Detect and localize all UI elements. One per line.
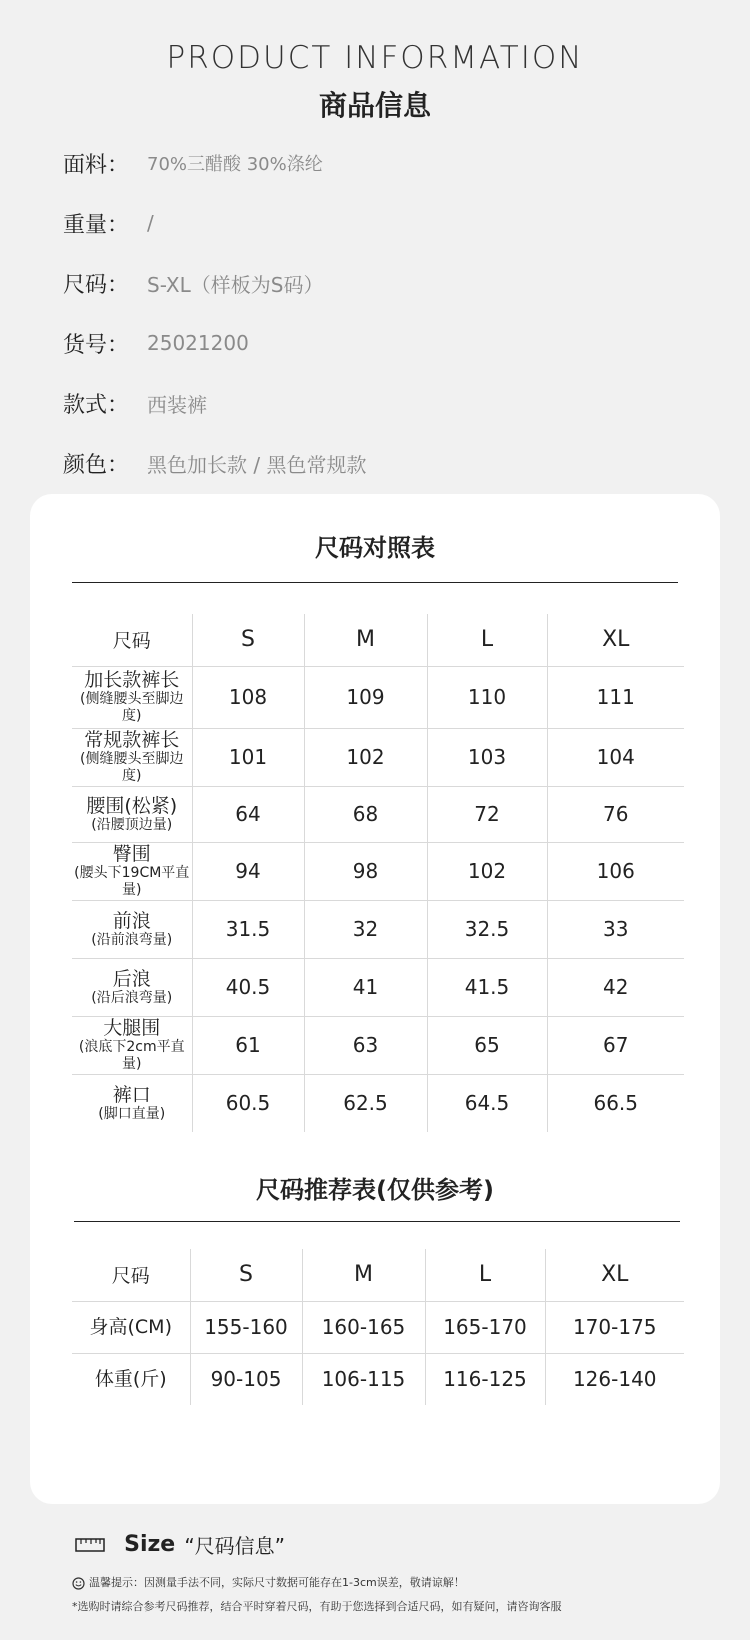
- info-label: 货号：: [63, 332, 130, 358]
- value-cell: 94: [192, 842, 304, 900]
- value-cell: 41.5: [427, 958, 547, 1016]
- page-title-en: PRODUCT INFORMATION: [166, 40, 584, 76]
- info-value: /: [147, 211, 154, 235]
- value-cell: 170-175: [545, 1301, 684, 1353]
- value-cell: 101: [192, 728, 304, 786]
- table-row: [72, 786, 684, 842]
- value-cell: 102: [304, 728, 427, 786]
- row-label-cell: [72, 666, 192, 728]
- table-row: [72, 1301, 684, 1353]
- row-label: 常规款裤长: [84, 729, 180, 751]
- value-cell: 65: [427, 1016, 547, 1074]
- value-cell: 90-105: [190, 1353, 302, 1405]
- row-label-cell: [72, 1301, 190, 1353]
- row-sublabel: (沿前浪弯量): [91, 931, 173, 948]
- tip-text-1: 温馨提示：因测量手法不同，实际尺寸数据可能存在1-3cm误差，敬请谅解！: [89, 1576, 465, 1589]
- value-cell: 66.5: [547, 1074, 684, 1132]
- footer: [72, 1530, 715, 1613]
- header-label-cell: 尺码: [111, 1265, 150, 1288]
- info-value: S-XL（样板为S码）: [147, 272, 324, 297]
- value-cell: 64.5: [427, 1074, 547, 1132]
- row-label: 身高(CM): [89, 1316, 172, 1338]
- value-cell: 31.5: [192, 900, 304, 958]
- table-row: [72, 666, 684, 728]
- size-header-s: S: [192, 614, 304, 666]
- product-info-list: [63, 133, 703, 493]
- size-header-m: M: [304, 614, 427, 666]
- row-label-cell: [72, 728, 192, 786]
- row-label-cell: [72, 1353, 190, 1405]
- value-cell: 116-125: [425, 1353, 545, 1405]
- size-chart-title: 尺码对照表: [315, 534, 435, 562]
- info-label: 尺码：: [63, 272, 130, 298]
- size-card: [30, 494, 720, 1504]
- value-cell: 68: [304, 786, 427, 842]
- table-row: [72, 728, 684, 786]
- value-cell: 67: [547, 1016, 684, 1074]
- info-row-weight: [63, 193, 703, 253]
- row-label: 臀围: [112, 843, 151, 865]
- table-row: [72, 900, 684, 958]
- value-cell: 98: [304, 842, 427, 900]
- info-value: 黑色加长款 / 黑色常规款: [147, 452, 367, 477]
- value-cell: 61: [192, 1016, 304, 1074]
- value-cell: 40.5: [192, 958, 304, 1016]
- value-cell: 126-140: [545, 1353, 684, 1405]
- info-label: 颜色：: [63, 452, 130, 478]
- info-row-fabric: [63, 133, 703, 193]
- size-header-l: L: [425, 1249, 545, 1301]
- info-row-style: [63, 373, 703, 433]
- row-sublabel: (浪底下2cm平直量): [78, 1039, 185, 1072]
- recommend-title: 尺码推荐表(仅供参考): [256, 1176, 494, 1204]
- row-label-cell: [72, 786, 192, 842]
- row-label: 体重(斤): [94, 1368, 167, 1391]
- value-cell: 106-115: [302, 1353, 425, 1405]
- value-cell: 109: [304, 666, 427, 728]
- info-value: 25021200: [147, 331, 249, 355]
- value-cell: 108: [192, 666, 304, 728]
- table-row: [72, 1353, 684, 1405]
- info-label: 款式：: [63, 392, 130, 418]
- row-sublabel: (侧缝腰头至脚边度): [80, 691, 184, 724]
- row-sublabel: (沿后浪弯量): [91, 989, 173, 1006]
- table-row: [72, 842, 684, 900]
- info-value: 70%三醋酸 30%涤纶: [147, 154, 323, 175]
- row-label: 前浪: [112, 909, 151, 932]
- value-cell: 165-170: [425, 1301, 545, 1353]
- row-sublabel: (腰头下19CM平直量): [74, 865, 190, 898]
- size-header-xl: XL: [545, 1249, 684, 1301]
- recommend-table: [72, 1249, 684, 1405]
- table-row: [72, 1016, 684, 1074]
- value-cell: 111: [547, 666, 684, 728]
- table-header-row: [72, 1249, 684, 1301]
- divider: [72, 582, 678, 583]
- value-cell: 106: [547, 842, 684, 900]
- info-value: 西装裤: [147, 392, 207, 417]
- size-chart-table: [72, 614, 684, 1132]
- value-cell: 60.5: [192, 1074, 304, 1132]
- row-label-cell: [72, 1016, 192, 1074]
- row-sublabel: (侧缝腰头至脚边度): [80, 751, 184, 784]
- row-label: 裤口: [112, 1083, 151, 1106]
- divider: [74, 1221, 680, 1222]
- row-label: 后浪: [112, 967, 151, 990]
- table-row: [72, 958, 684, 1016]
- tip-line-1: [72, 1574, 465, 1590]
- value-cell: 41: [304, 958, 427, 1016]
- size-header-l: L: [427, 614, 547, 666]
- header-label-cell: 尺码: [112, 630, 151, 653]
- size-word: Size: [124, 1532, 176, 1557]
- tip-line-2: *选购时请综合参考尺码推荐，结合平时穿着尺码，有助于您选择到合适尺码，如有疑问，请咨询客服: [72, 1600, 562, 1613]
- row-label-cell: [72, 958, 192, 1016]
- info-row-size: [63, 253, 703, 313]
- value-cell: 42: [547, 958, 684, 1016]
- row-label: 腰围(松紧): [86, 794, 178, 817]
- value-cell: 33: [547, 900, 684, 958]
- info-row-color: [63, 433, 703, 493]
- value-cell: 32: [304, 900, 427, 958]
- size-header-xl: XL: [547, 614, 684, 666]
- size-header-m: M: [302, 1249, 425, 1301]
- value-cell: 62.5: [304, 1074, 427, 1132]
- row-sublabel: (沿腰顶边量): [91, 816, 173, 833]
- row-sublabel: (脚口直量): [98, 1105, 166, 1122]
- value-cell: 155-160: [190, 1301, 302, 1353]
- value-cell: 64: [192, 786, 304, 842]
- size-header-s: S: [190, 1249, 302, 1301]
- ruler-icon: [75, 1538, 105, 1552]
- value-cell: 103: [427, 728, 547, 786]
- value-cell: 72: [427, 786, 547, 842]
- info-row-item-no: [63, 313, 703, 373]
- info-label: 面料：: [63, 152, 130, 178]
- row-label-cell: [72, 1074, 192, 1132]
- row-label: 加长款裤长: [84, 669, 180, 691]
- value-cell: 76: [547, 786, 684, 842]
- page-title-cn: 商品信息: [318, 89, 431, 122]
- row-label-cell: [72, 900, 192, 958]
- info-label: 重量：: [63, 212, 130, 238]
- value-cell: 110: [427, 666, 547, 728]
- value-cell: 63: [304, 1016, 427, 1074]
- value-cell: 160-165: [302, 1301, 425, 1353]
- value-cell: 102: [427, 842, 547, 900]
- value-cell: 32.5: [427, 900, 547, 958]
- table-header-row: [72, 614, 684, 666]
- smile-icon: [72, 1577, 85, 1590]
- size-cn-label: “尺码信息”: [184, 1534, 286, 1558]
- row-label: 大腿围: [103, 1017, 161, 1039]
- table-row: [72, 1074, 684, 1132]
- value-cell: 104: [547, 728, 684, 786]
- row-label-cell: [72, 842, 192, 900]
